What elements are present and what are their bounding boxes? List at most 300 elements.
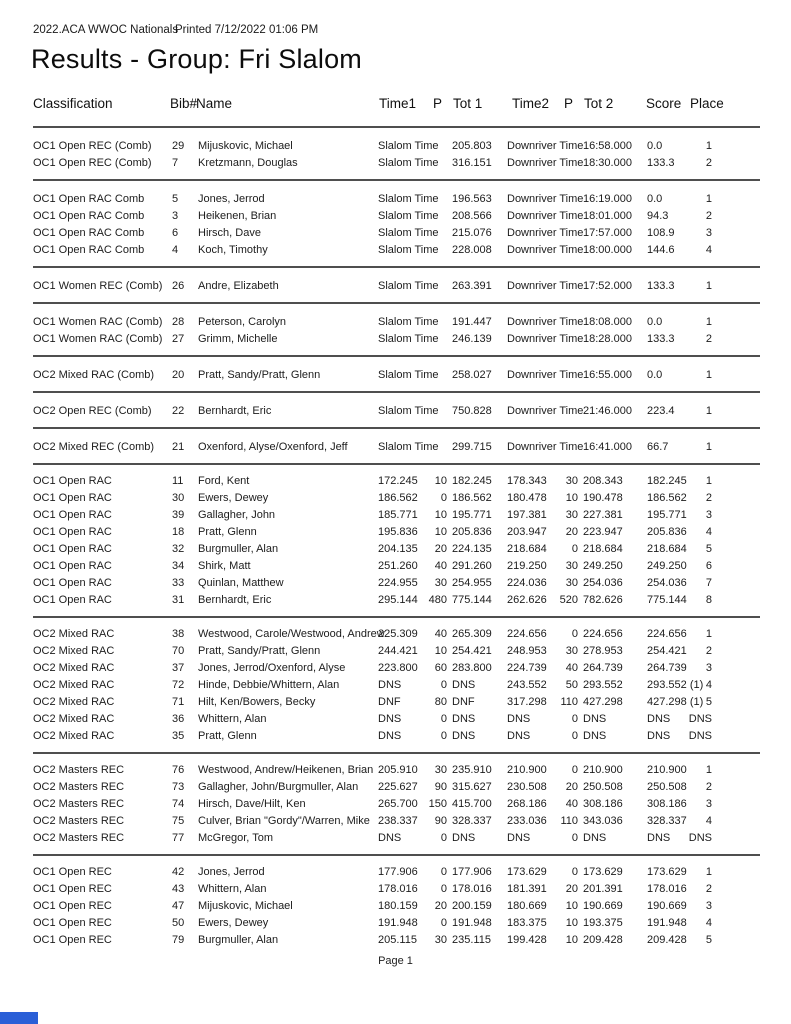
time1-cell: Slalom Time bbox=[378, 227, 439, 239]
time1-cell: Slalom Time bbox=[378, 280, 439, 292]
result-row bbox=[33, 541, 760, 558]
p1-cell: 150 bbox=[428, 798, 447, 810]
p1-cell: 0 bbox=[440, 832, 447, 844]
classification-cell: OC2 Mixed RAC bbox=[33, 662, 115, 674]
time1-cell: 265.700 bbox=[378, 798, 418, 810]
p2-cell: 0 bbox=[571, 713, 578, 725]
p2-cell: 30 bbox=[565, 577, 578, 589]
classification-cell: OC2 Masters REC bbox=[33, 798, 125, 810]
place-cell: 1 bbox=[705, 405, 712, 417]
time1-cell: 178.016 bbox=[378, 883, 418, 895]
classification-cell: OC1 Open REC bbox=[33, 934, 112, 946]
classification-cell: OC2 Masters REC bbox=[33, 832, 125, 844]
place-cell: 3 bbox=[705, 662, 712, 674]
tot2-cell: 21:46.000 bbox=[583, 405, 632, 417]
tot2-cell: 250.508 bbox=[583, 781, 623, 793]
place-cell: 1 bbox=[705, 140, 712, 152]
p1-cell: 80 bbox=[434, 696, 447, 708]
time1-cell: 195.836 bbox=[378, 526, 418, 538]
score-cell: 293.552 (1) bbox=[647, 679, 704, 691]
time2-cell: Downriver Time bbox=[507, 140, 584, 152]
time1-cell: 225.309 bbox=[378, 628, 418, 640]
result-row bbox=[33, 626, 760, 643]
result-row bbox=[33, 439, 760, 456]
time2-cell: Downriver Time bbox=[507, 193, 584, 205]
result-row bbox=[33, 191, 760, 208]
time1-cell: Slalom Time bbox=[378, 333, 439, 345]
result-row bbox=[33, 694, 760, 711]
name-cell: Whittern, Alan bbox=[198, 883, 267, 895]
place-cell: 1 bbox=[705, 280, 712, 292]
time1-cell: 224.955 bbox=[378, 577, 418, 589]
p2-cell: 0 bbox=[571, 832, 578, 844]
time2-cell: Downriver Time bbox=[507, 333, 584, 345]
score-cell: 223.4 bbox=[647, 405, 675, 417]
bib-cell: 5 bbox=[172, 193, 179, 205]
result-row bbox=[33, 558, 760, 575]
place-cell: 4 bbox=[705, 917, 712, 929]
bib-cell: 22 bbox=[172, 405, 185, 417]
column-header-time2: Time2 bbox=[512, 96, 550, 111]
name-cell: Westwood, Carole/Westwood, Andrew bbox=[198, 628, 385, 640]
classification-section bbox=[33, 856, 760, 956]
time2-cell: 219.250 bbox=[507, 560, 547, 572]
time2-cell: Downriver Time bbox=[507, 244, 584, 256]
bib-cell: 28 bbox=[172, 316, 185, 328]
place-cell: 5 bbox=[705, 543, 712, 555]
tot1-cell: 258.027 bbox=[452, 369, 492, 381]
classification-cell: OC2 Masters REC bbox=[33, 815, 125, 827]
tot2-cell: 293.552 bbox=[583, 679, 623, 691]
bib-cell: 20 bbox=[172, 369, 185, 381]
classification-section bbox=[33, 393, 760, 429]
classification-cell: OC1 Women REC (Comb) bbox=[33, 280, 163, 292]
time2-cell: 178.343 bbox=[507, 475, 547, 487]
p1-cell: 10 bbox=[434, 645, 447, 657]
column-header-bib: Bib# bbox=[170, 96, 198, 111]
result-row bbox=[33, 331, 760, 348]
classification-section bbox=[33, 429, 760, 465]
p1-cell: 480 bbox=[428, 594, 447, 606]
time2-cell: Downriver Time bbox=[507, 210, 584, 222]
tot2-cell: 16:58.000 bbox=[583, 140, 632, 152]
p2-cell: 30 bbox=[565, 560, 578, 572]
tot2-cell: 18:30.000 bbox=[583, 157, 632, 169]
name-cell: Shirk, Matt bbox=[198, 560, 251, 572]
p2-cell: 0 bbox=[571, 543, 578, 555]
result-row bbox=[33, 367, 760, 384]
p2-cell: 110 bbox=[560, 696, 578, 708]
name-cell: Kretzmann, Douglas bbox=[198, 157, 298, 169]
time2-cell: 317.298 bbox=[507, 696, 547, 708]
tot1-cell: 246.139 bbox=[452, 333, 492, 345]
p1-cell: 10 bbox=[434, 526, 447, 538]
tot2-cell: 190.478 bbox=[583, 492, 623, 504]
classification-section bbox=[33, 268, 760, 304]
result-row bbox=[33, 796, 760, 813]
tot2-cell: 227.381 bbox=[583, 509, 623, 521]
time2-cell: 197.381 bbox=[507, 509, 547, 521]
tot2-cell: 343.036 bbox=[583, 815, 623, 827]
result-row bbox=[33, 278, 760, 295]
p2-cell: 20 bbox=[565, 526, 578, 538]
p2-cell: 10 bbox=[565, 900, 578, 912]
result-row bbox=[33, 507, 760, 524]
p1-cell: 30 bbox=[434, 764, 447, 776]
tot2-cell: 208.343 bbox=[583, 475, 623, 487]
place-cell: 1 bbox=[705, 441, 712, 453]
place-cell: 1 bbox=[705, 316, 712, 328]
result-row bbox=[33, 898, 760, 915]
place-cell: 3 bbox=[705, 900, 712, 912]
classification-section bbox=[33, 618, 760, 754]
score-cell: 186.562 bbox=[647, 492, 687, 504]
bib-cell: 47 bbox=[172, 900, 185, 912]
score-cell: 0.0 bbox=[647, 316, 663, 328]
bib-cell: 71 bbox=[172, 696, 185, 708]
tot1-cell: 315.627 bbox=[452, 781, 492, 793]
time2-cell: 180.478 bbox=[507, 492, 547, 504]
time1-cell: 186.562 bbox=[378, 492, 418, 504]
tot1-cell: 205.803 bbox=[452, 140, 492, 152]
time2-cell: 224.656 bbox=[507, 628, 547, 640]
classification-cell: OC1 Open RAC bbox=[33, 475, 112, 487]
p2-cell: 30 bbox=[565, 509, 578, 521]
time1-cell: DNS bbox=[378, 730, 402, 742]
bib-cell: 21 bbox=[172, 441, 185, 453]
place-cell: 1 bbox=[705, 866, 712, 878]
tot1-cell: DNS bbox=[452, 713, 476, 725]
tot2-cell: 264.739 bbox=[583, 662, 623, 674]
name-cell: Oxenford, Alyse/Oxenford, Jeff bbox=[198, 441, 348, 453]
place-cell: 2 bbox=[705, 645, 712, 657]
name-cell: Grimm, Michelle bbox=[198, 333, 278, 345]
tot1-cell: 775.144 bbox=[452, 594, 492, 606]
classification-cell: OC2 Mixed RAC bbox=[33, 730, 115, 742]
time1-cell: 223.800 bbox=[378, 662, 418, 674]
result-row bbox=[33, 473, 760, 490]
result-row bbox=[33, 762, 760, 779]
place-cell: 4 bbox=[705, 679, 712, 691]
place-cell: 1 bbox=[705, 628, 712, 640]
score-cell: 205.836 bbox=[647, 526, 687, 538]
name-cell: Burgmuller, Alan bbox=[198, 934, 279, 946]
time2-cell: 218.684 bbox=[507, 543, 547, 555]
time1-cell: 251.260 bbox=[378, 560, 418, 572]
classification-cell: OC1 Open REC bbox=[33, 866, 112, 878]
tot2-cell: 254.036 bbox=[583, 577, 623, 589]
printed-timestamp: Printed 7/12/2022 01:06 PM bbox=[175, 24, 319, 36]
score-cell: DNS bbox=[647, 713, 671, 725]
bib-cell: 31 bbox=[172, 594, 185, 606]
name-cell: McGregor, Tom bbox=[198, 832, 273, 844]
classification-cell: OC1 Open RAC bbox=[33, 526, 112, 538]
name-cell: Burgmuller, Alan bbox=[198, 543, 279, 555]
p2-cell: 520 bbox=[559, 594, 578, 606]
classification-section bbox=[33, 128, 760, 181]
score-cell: 178.016 bbox=[647, 883, 687, 895]
tot1-cell: DNS bbox=[452, 730, 476, 742]
bib-cell: 29 bbox=[172, 140, 185, 152]
score-cell: 0.0 bbox=[647, 140, 663, 152]
result-row bbox=[33, 575, 760, 592]
column-header-penalty2: P bbox=[564, 96, 574, 111]
place-cell: 8 bbox=[705, 594, 712, 606]
score-cell: 209.428 bbox=[647, 934, 687, 946]
time2-cell: 224.036 bbox=[507, 577, 547, 589]
tot2-cell: 223.947 bbox=[583, 526, 623, 538]
place-cell: 2 bbox=[705, 210, 712, 222]
bib-cell: 77 bbox=[172, 832, 185, 844]
classification-cell: OC2 Mixed RAC bbox=[33, 679, 115, 691]
p2-cell: 20 bbox=[565, 883, 578, 895]
tot1-cell: 254.955 bbox=[452, 577, 492, 589]
name-cell: Whittern, Alan bbox=[198, 713, 267, 725]
result-row bbox=[33, 403, 760, 420]
p1-cell: 0 bbox=[440, 866, 447, 878]
result-row bbox=[33, 728, 760, 745]
time2-cell: 199.428 bbox=[507, 934, 547, 946]
tot1-cell: 235.115 bbox=[452, 934, 491, 946]
classification-cell: OC2 Mixed RAC bbox=[33, 645, 115, 657]
score-cell: 173.629 bbox=[647, 866, 687, 878]
time1-cell: 180.159 bbox=[378, 900, 418, 912]
p2-cell: 10 bbox=[565, 492, 578, 504]
place-cell: 2 bbox=[705, 333, 712, 345]
tot1-cell: 200.159 bbox=[452, 900, 492, 912]
name-cell: Ewers, Dewey bbox=[198, 917, 269, 929]
name-cell: Mijuskovic, Michael bbox=[198, 140, 293, 152]
bib-cell: 50 bbox=[172, 917, 185, 929]
classification-cell: OC1 Open RAC Comb bbox=[33, 210, 145, 222]
bib-cell: 76 bbox=[172, 764, 185, 776]
score-cell: 190.669 bbox=[647, 900, 687, 912]
report-meta bbox=[33, 24, 319, 36]
result-row bbox=[33, 138, 760, 155]
name-cell: Peterson, Carolyn bbox=[198, 316, 287, 328]
p1-cell: 0 bbox=[440, 917, 447, 929]
name-cell: Pratt, Sandy/Pratt, Glenn bbox=[198, 369, 321, 381]
classification-cell: OC1 Open REC (Comb) bbox=[33, 157, 152, 169]
p2-cell: 50 bbox=[565, 679, 578, 691]
classification-cell: OC2 Mixed RAC bbox=[33, 628, 115, 640]
p2-cell: 0 bbox=[571, 764, 578, 776]
time1-cell: Slalom Time bbox=[378, 210, 439, 222]
classification-cell: OC1 Open RAC Comb bbox=[33, 193, 145, 205]
time1-cell: 204.135 bbox=[378, 543, 418, 555]
time1-cell: 238.337 bbox=[378, 815, 418, 827]
score-cell: 133.3 bbox=[647, 333, 675, 345]
score-cell: 0.0 bbox=[647, 369, 663, 381]
place-cell: 2 bbox=[705, 883, 712, 895]
tot1-cell: 415.700 bbox=[452, 798, 492, 810]
name-cell: Jones, Jerrod/Oxenford, Alyse bbox=[198, 662, 346, 674]
time1-cell: 205.115 bbox=[378, 934, 417, 946]
classification-cell: OC1 Open RAC bbox=[33, 594, 112, 606]
name-cell: Pratt, Glenn bbox=[198, 730, 257, 742]
name-cell: Westwood, Andrew/Heikenen, Brian bbox=[198, 764, 374, 776]
time1-cell: Slalom Time bbox=[378, 140, 439, 152]
bib-cell: 43 bbox=[172, 883, 185, 895]
score-cell: 249.250 bbox=[647, 560, 687, 572]
name-cell: Koch, Timothy bbox=[198, 244, 268, 256]
result-row bbox=[33, 225, 760, 242]
tot2-cell: 782.626 bbox=[583, 594, 623, 606]
tot2-cell: 218.684 bbox=[583, 543, 623, 555]
column-header-classification: Classification bbox=[33, 96, 113, 111]
place-cell: 1 bbox=[705, 475, 712, 487]
result-row bbox=[33, 779, 760, 796]
score-cell: 328.337 bbox=[647, 815, 687, 827]
p2-cell: 0 bbox=[571, 730, 578, 742]
tot1-cell: 328.337 bbox=[452, 815, 492, 827]
column-header-penalty1: P bbox=[433, 96, 443, 111]
bib-cell: 26 bbox=[172, 280, 185, 292]
p1-cell: 0 bbox=[440, 883, 447, 895]
time2-cell: Downriver Time bbox=[507, 280, 584, 292]
classification-cell: OC1 Open RAC bbox=[33, 543, 112, 555]
p2-cell: 0 bbox=[571, 866, 578, 878]
score-cell: 66.7 bbox=[647, 441, 669, 453]
score-cell: 108.9 bbox=[647, 227, 675, 239]
p1-cell: 0 bbox=[440, 492, 447, 504]
place-cell: 1 bbox=[705, 369, 712, 381]
score-cell: 254.421 bbox=[647, 645, 687, 657]
page-title: Results - Group: Fri Slalom bbox=[31, 44, 362, 74]
bib-cell: 7 bbox=[172, 157, 179, 169]
bib-cell: 27 bbox=[172, 333, 185, 345]
tot1-cell: 205.836 bbox=[452, 526, 492, 538]
place-cell: 5 bbox=[705, 696, 712, 708]
tot1-cell: 254.421 bbox=[452, 645, 492, 657]
tot2-cell: 18:08.000 bbox=[583, 316, 632, 328]
time2-cell: 203.947 bbox=[507, 526, 547, 538]
time2-cell: 180.669 bbox=[507, 900, 547, 912]
p1-cell: 40 bbox=[434, 628, 447, 640]
tot1-cell: 215.076 bbox=[452, 227, 492, 239]
column-header-total1: Tot 1 bbox=[453, 96, 483, 111]
time2-cell: Downriver Time bbox=[507, 227, 584, 239]
tot2-cell: 18:00.000 bbox=[583, 244, 632, 256]
time1-cell: 225.627 bbox=[378, 781, 418, 793]
classification-cell: OC2 Mixed RAC (Comb) bbox=[33, 369, 155, 381]
score-cell: 427.298 (1) bbox=[647, 696, 704, 708]
name-cell: Hinde, Debbie/Whittern, Alan bbox=[198, 679, 340, 691]
time1-cell: Slalom Time bbox=[378, 441, 439, 453]
time1-cell: 185.771 bbox=[378, 509, 418, 521]
tot1-cell: 263.391 bbox=[452, 280, 492, 292]
tot2-cell: DNS bbox=[583, 832, 607, 844]
time1-cell: Slalom Time bbox=[378, 316, 439, 328]
bib-cell: 36 bbox=[172, 713, 185, 725]
tot2-cell: 427.298 bbox=[583, 696, 623, 708]
result-row bbox=[33, 524, 760, 541]
name-cell: Hirsch, Dave/Hilt, Ken bbox=[198, 798, 306, 810]
result-row bbox=[33, 592, 760, 609]
tot1-cell: 228.008 bbox=[452, 244, 492, 256]
p1-cell: 20 bbox=[434, 543, 447, 555]
tot2-cell: DNS bbox=[583, 713, 607, 725]
tot1-cell: 177.906 bbox=[452, 866, 492, 878]
score-cell: 133.3 bbox=[647, 157, 675, 169]
tot1-cell: 196.563 bbox=[452, 193, 492, 205]
name-cell: Bernhardt, Eric bbox=[198, 405, 272, 417]
result-row bbox=[33, 242, 760, 259]
tot1-cell: DNS bbox=[452, 832, 476, 844]
classification-cell: OC1 Women RAC (Comb) bbox=[33, 316, 163, 328]
p2-cell: 30 bbox=[565, 645, 578, 657]
time1-cell: Slalom Time bbox=[378, 193, 439, 205]
classification-cell: OC1 Open REC bbox=[33, 883, 112, 895]
score-cell: 0.0 bbox=[647, 193, 663, 205]
place-cell: 6 bbox=[705, 560, 712, 572]
place-cell: 2 bbox=[705, 157, 712, 169]
bib-cell: 18 bbox=[172, 526, 185, 538]
tot2-cell: 16:55.000 bbox=[583, 369, 632, 381]
bib-cell: 39 bbox=[172, 509, 185, 521]
place-cell: 4 bbox=[705, 815, 712, 827]
bib-cell: 30 bbox=[172, 492, 185, 504]
result-row bbox=[33, 915, 760, 932]
tot1-cell: 265.309 bbox=[452, 628, 492, 640]
score-cell: 308.186 bbox=[647, 798, 687, 810]
tot1-cell: 750.828 bbox=[452, 405, 492, 417]
name-cell: Hirsch, Dave bbox=[198, 227, 261, 239]
time1-cell: 205.910 bbox=[378, 764, 418, 776]
tot1-cell: 235.910 bbox=[452, 764, 492, 776]
tot1-cell: 191.447 bbox=[452, 316, 492, 328]
place-cell: DNS bbox=[688, 713, 712, 725]
bib-cell: 35 bbox=[172, 730, 185, 742]
tot1-cell: 316.151 bbox=[452, 157, 492, 169]
page-number: Page 1 bbox=[378, 955, 413, 967]
classification-section bbox=[33, 465, 760, 618]
name-cell: Jones, Jerrod bbox=[198, 193, 265, 205]
bib-cell: 11 bbox=[172, 475, 184, 487]
place-cell: 1 bbox=[705, 193, 712, 205]
tot2-cell: DNS bbox=[583, 730, 607, 742]
p1-cell: 10 bbox=[434, 475, 447, 487]
score-cell: 218.684 bbox=[647, 543, 687, 555]
score-cell: DNS bbox=[647, 832, 671, 844]
blue-accent-bar bbox=[0, 1012, 38, 1024]
tot2-cell: 16:41.000 bbox=[583, 441, 632, 453]
place-cell: 3 bbox=[705, 798, 712, 810]
score-cell: 210.900 bbox=[647, 764, 687, 776]
tot2-cell: 18:01.000 bbox=[583, 210, 632, 222]
time2-cell: 230.508 bbox=[507, 781, 547, 793]
tot1-cell: 208.566 bbox=[452, 210, 492, 222]
tot2-cell: 16:19.000 bbox=[583, 193, 632, 205]
p1-cell: 60 bbox=[434, 662, 447, 674]
score-cell: DNS bbox=[647, 730, 671, 742]
classification-section bbox=[33, 754, 760, 856]
time2-cell: 243.552 bbox=[507, 679, 547, 691]
p2-cell: 20 bbox=[565, 781, 578, 793]
tot1-cell: 224.135 bbox=[452, 543, 492, 555]
name-cell: Ford, Kent bbox=[198, 475, 250, 487]
time2-cell: Downriver Time bbox=[507, 316, 584, 328]
bib-cell: 72 bbox=[172, 679, 185, 691]
score-cell: 191.948 bbox=[647, 917, 687, 929]
classification-section bbox=[33, 304, 760, 357]
time1-cell: 177.906 bbox=[378, 866, 418, 878]
bib-cell: 37 bbox=[172, 662, 185, 674]
result-row bbox=[33, 881, 760, 898]
classification-cell: OC2 Mixed RAC bbox=[33, 696, 115, 708]
classification-cell: OC1 Open REC bbox=[33, 917, 112, 929]
place-cell: DNS bbox=[688, 730, 712, 742]
